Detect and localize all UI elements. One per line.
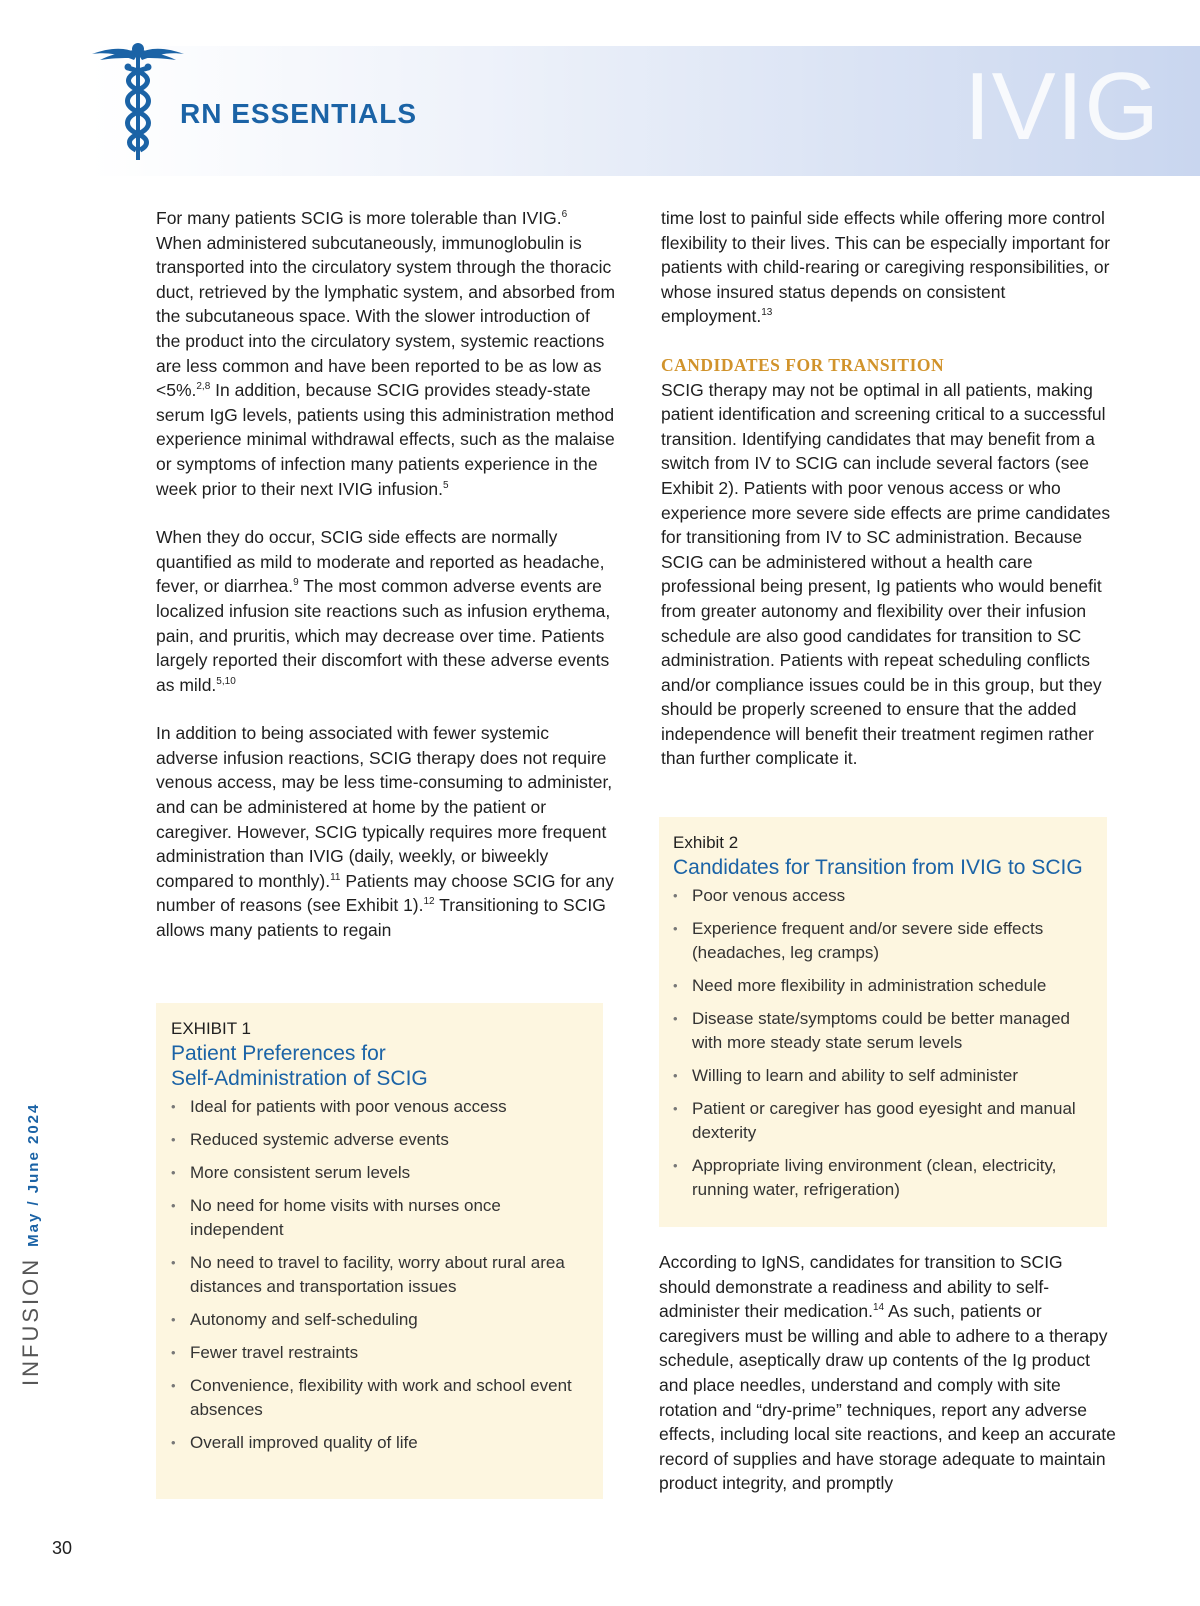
- left-column: [156, 206, 616, 967]
- caduceus-logo-icon: [88, 40, 188, 164]
- publication-brand: INFUSION: [18, 1256, 43, 1386]
- list-item: • Fewer travel restraints: [171, 1341, 591, 1365]
- citation: 6: [561, 209, 568, 221]
- list-item: • Ideal for patients with poor venous access: [171, 1095, 591, 1119]
- citation: 5,10: [216, 675, 236, 687]
- paragraph: According to IgNS, candidates for transition to SCIG should demonstrate a readiness and ability to self-administer their medication.$^{14}$ As such, patients or caregivers must be willing and able to adhere to a therapy schedule, aseptically draw up contents of the Ig product and place needles, understand and comply with site rotation and “dry-prime” techniques, report any adverse effects, including local site reactions, and keep an accurate record of supplies and have storage adequate to maintain product integrity, and promptly: [659, 1252, 1116, 1494]
- citation: 11: [330, 872, 341, 884]
- list-item: • Willing to learn and ability to self administer: [673, 1064, 1095, 1088]
- list-item: • More consistent serum levels: [171, 1161, 591, 1185]
- list-item: • No need for home visits with nurses once independent: [171, 1194, 591, 1242]
- list-item: • Need more flexibility in administration schedule: [673, 974, 1095, 998]
- exhibit-list: [171, 1095, 591, 1455]
- list-item: • Convenience, flexibility with work and school event absences: [171, 1374, 591, 1422]
- citation: 12: [423, 896, 435, 908]
- citation: 2,8: [196, 381, 211, 393]
- paragraph: In addition to being associated with fewer systemic adverse infusion reactions, SCIG therapy does not require venous access, may be less time-consuming to administer, and can be administered at home by the patient or caregiver. However, SCIG typically requires more frequent administration than IVIG (daily, weekly, or biweekly compared to monthly).$^{11}$ Patients may choose SCIG for any number of reasons (see Exhibit 1).$^{12}$ Transitioning to SCIG allows many patients to regain: [156, 723, 614, 941]
- vertical-masthead: [18, 1102, 48, 1386]
- section-title: RN ESSENTIALS: [180, 98, 418, 129]
- list-item: • Overall improved quality of life: [171, 1431, 591, 1455]
- citation: 9: [293, 577, 299, 589]
- exhibit-label: Exhibit 2: [673, 833, 739, 852]
- exhibit-1-box: [156, 1003, 603, 1499]
- list-item: • Appropriate living environment (clean, electricity, running water, refrigeration): [673, 1154, 1095, 1202]
- exhibit-title: Patient Preferences for Self-Administration of SCIG: [171, 1042, 428, 1090]
- subheading: CANDIDATES FOR TRANSITION: [661, 354, 945, 375]
- exhibit-2-box: [659, 817, 1107, 1227]
- citation: 14: [872, 1302, 885, 1314]
- issue-date: May / June 2024: [25, 1102, 42, 1247]
- list-item: • Poor venous access: [673, 884, 1095, 908]
- list-item: • Experience frequent and/or severe side effects (headaches, leg cramps): [673, 917, 1095, 965]
- list-item: • Patient or caregiver has good eyesight and manual dexterity: [673, 1097, 1095, 1145]
- list-item: • Autonomy and self-scheduling: [171, 1308, 591, 1332]
- topic-watermark: IVIG: [963, 53, 1160, 160]
- paragraph: When they do occur, SCIG side effects are normally quantified as mild to moderate and reported as headache, fever, or diarrhea.$^9$ The most common adverse events are localized infusion site reactions such as infusion erythema, pain, and pruritis, which may decrease over time. Patients largely reported their discomfort with these adverse events as mild.$^{5,10}$: [156, 527, 611, 695]
- citation: 5: [442, 479, 449, 491]
- exhibit-label: EXHIBIT 1: [171, 1019, 251, 1038]
- exhibit-title: Candidates for Transition from IVIG to SCIG: [673, 856, 1083, 879]
- paragraph: time lost to painful side effects while offering more control flexibility to their lives. This can be especially important for patients with child-rearing or caregiving responsibilities, or whose insured status depends on consistent employment.$^{13}$: [661, 208, 1111, 327]
- exhibit-list: [673, 884, 1095, 1202]
- list-item: • Disease state/symptoms could be better managed with more steady state serum levels: [673, 1007, 1095, 1055]
- citation: 13: [761, 307, 773, 319]
- right-column: [661, 206, 1121, 795]
- paragraph: SCIG therapy may not be optimal in all patients, making patient identification and screening critical to a successful transition. Identifying candidates that may benefit from a switch from IV to SCIG can include several factors (see Exhibit 2). Patients with poor venous access or who experience more severe side effects are prime candidates for transitioning from IV to SC administration. Because SCIG can be administered without a health care professional being present, Ig patients who would benefit from greater autonomy and flexibility over their infusion schedule are also good candidates for transition to SC administration. Patients with repeat scheduling conflicts and/or compliance issues could be in this group, but they should be properly screened to ensure that the added independence will benefit their treatment regimen rather than further complicate it.: [661, 379, 1111, 769]
- list-item: • No need to travel to facility, worry about rural area distances and transportation issues: [171, 1251, 591, 1299]
- right-column-continued: [659, 1250, 1119, 1520]
- list-item: • Reduced systemic adverse events: [171, 1128, 591, 1152]
- paragraph: For many patients SCIG is more tolerable than IVIG.$^6$ When administered subcutaneously, immunoglobulin is transported into the circulatory system through the thoracic duct, retrieved by the lymphatic system, and absorbed from the subcutaneous space. With the slower introduction of the product into the circulatory system, systemic reactions are less common and have been reported to be as low as <5%.$^{2,8}$ In addition, because SCIG provides steady-state serum IgG levels, patients using this administration method experience minimal withdrawal effects, such as the malaise or symptoms of infection many patients experience in the week prior to their next IVIG infusion.$^5$: [156, 208, 616, 499]
- page-number: 30: [52, 1538, 73, 1558]
